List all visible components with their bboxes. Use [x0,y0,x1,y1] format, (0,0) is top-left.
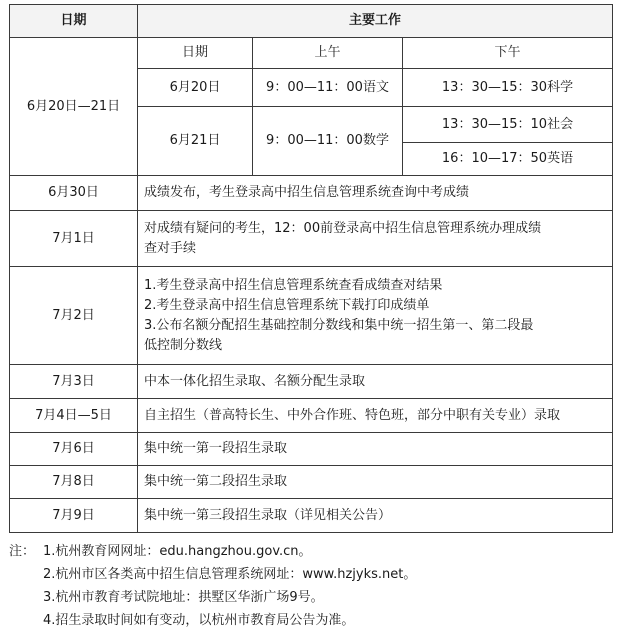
note-item [9,563,612,586]
note-text: 1.杭州教育网网址：edu.hangzhou.gov.cn。 [43,544,312,559]
day1-date: 6月20日 [138,69,253,107]
exam-subheader-row [10,38,613,69]
row-line: 成绩发布，考生登录高中招生信息管理系统查询中考成绩 [144,185,470,200]
day2-date: 6月21日 [138,107,253,176]
row-content [138,176,613,211]
header-work: 主要工作 [138,5,613,38]
table-row [10,433,613,466]
row-line: 低控制分数线 [144,337,223,353]
note-text: 3.杭州市教育考试院地址：拱墅区华浙广场9号。 [43,590,324,605]
table-row [10,399,613,433]
row-line: 中本一体化招生录取、名额分配生录取 [144,373,366,389]
row-line: 集中统一第一段招生录取 [144,441,288,456]
note-item [9,540,612,563]
notes-prefix: 注： [9,544,36,559]
row-date: 7月4日—5日 [10,399,138,433]
subheader-date: 日期 [138,38,253,69]
note-text: 2.杭州市区各类高中招生信息管理系统网址：www.hzjyks.net。 [43,567,417,582]
day1-afternoon: 13：30—15：30科学 [403,69,613,107]
row-content [138,211,613,267]
note-item [9,609,612,632]
row-line: 集中统一第三段招生录取（详见相关公告） [144,507,392,523]
day2-morning: 9：00—11：00数学 [253,107,403,176]
row-line: 对成绩有疑问的考生，12：00前登录高中招生信息管理系统办理成绩 [144,220,542,236]
table-row [10,211,613,267]
row-line: 查对手续 [144,240,197,256]
schedule-container [9,4,612,533]
row-line: 3.公布名额分配招生基础控制分数线和集中统一招生第一、第二段最 [144,317,534,333]
notes-section [9,540,612,632]
note-text: 4.招生录取时间如有变动，以杭州市教育局公告为准。 [43,613,355,628]
header-date: 日期 [10,5,138,38]
table-row [10,499,613,533]
table-row [10,365,613,399]
row-date: 7月2日 [10,267,138,365]
row-date: 6月30日 [10,176,138,211]
row-date: 7月9日 [10,499,138,533]
row-content [138,466,613,499]
subheader-morning: 上午 [253,38,403,69]
row-date: 7月3日 [10,365,138,399]
row-date: 7月8日 [10,466,138,499]
row-line: 2.考生登录高中招生信息管理系统下载打印成绩单 [144,297,430,313]
table-row [10,176,613,211]
note-item [9,586,612,609]
row-line: 1.考生登录高中招生信息管理系统查看成绩查对结果 [144,277,443,293]
row-line: 自主招生（普高特长生、中外合作班、特色班，部分中职有关专业）录取 [144,407,561,423]
subheader-afternoon: 下午 [403,38,613,69]
table-header-row [10,5,613,38]
schedule-table [9,4,613,533]
exam-date-range: 6月20日—21日 [10,38,138,176]
day2-afternoon-1: 13：30—15：10社会 [403,107,613,143]
table-row [10,466,613,499]
day1-morning: 9：00—11：00语文 [253,69,403,107]
table-row [10,267,613,365]
row-content [138,433,613,466]
row-content [138,499,613,533]
row-content [138,399,613,433]
day2-afternoon-2: 16：10—17：50英语 [403,143,613,176]
row-line: 集中统一第二段招生录取 [144,474,288,489]
row-date: 7月6日 [10,433,138,466]
row-date: 7月1日 [10,211,138,267]
row-content [138,365,613,399]
row-content [138,267,613,365]
